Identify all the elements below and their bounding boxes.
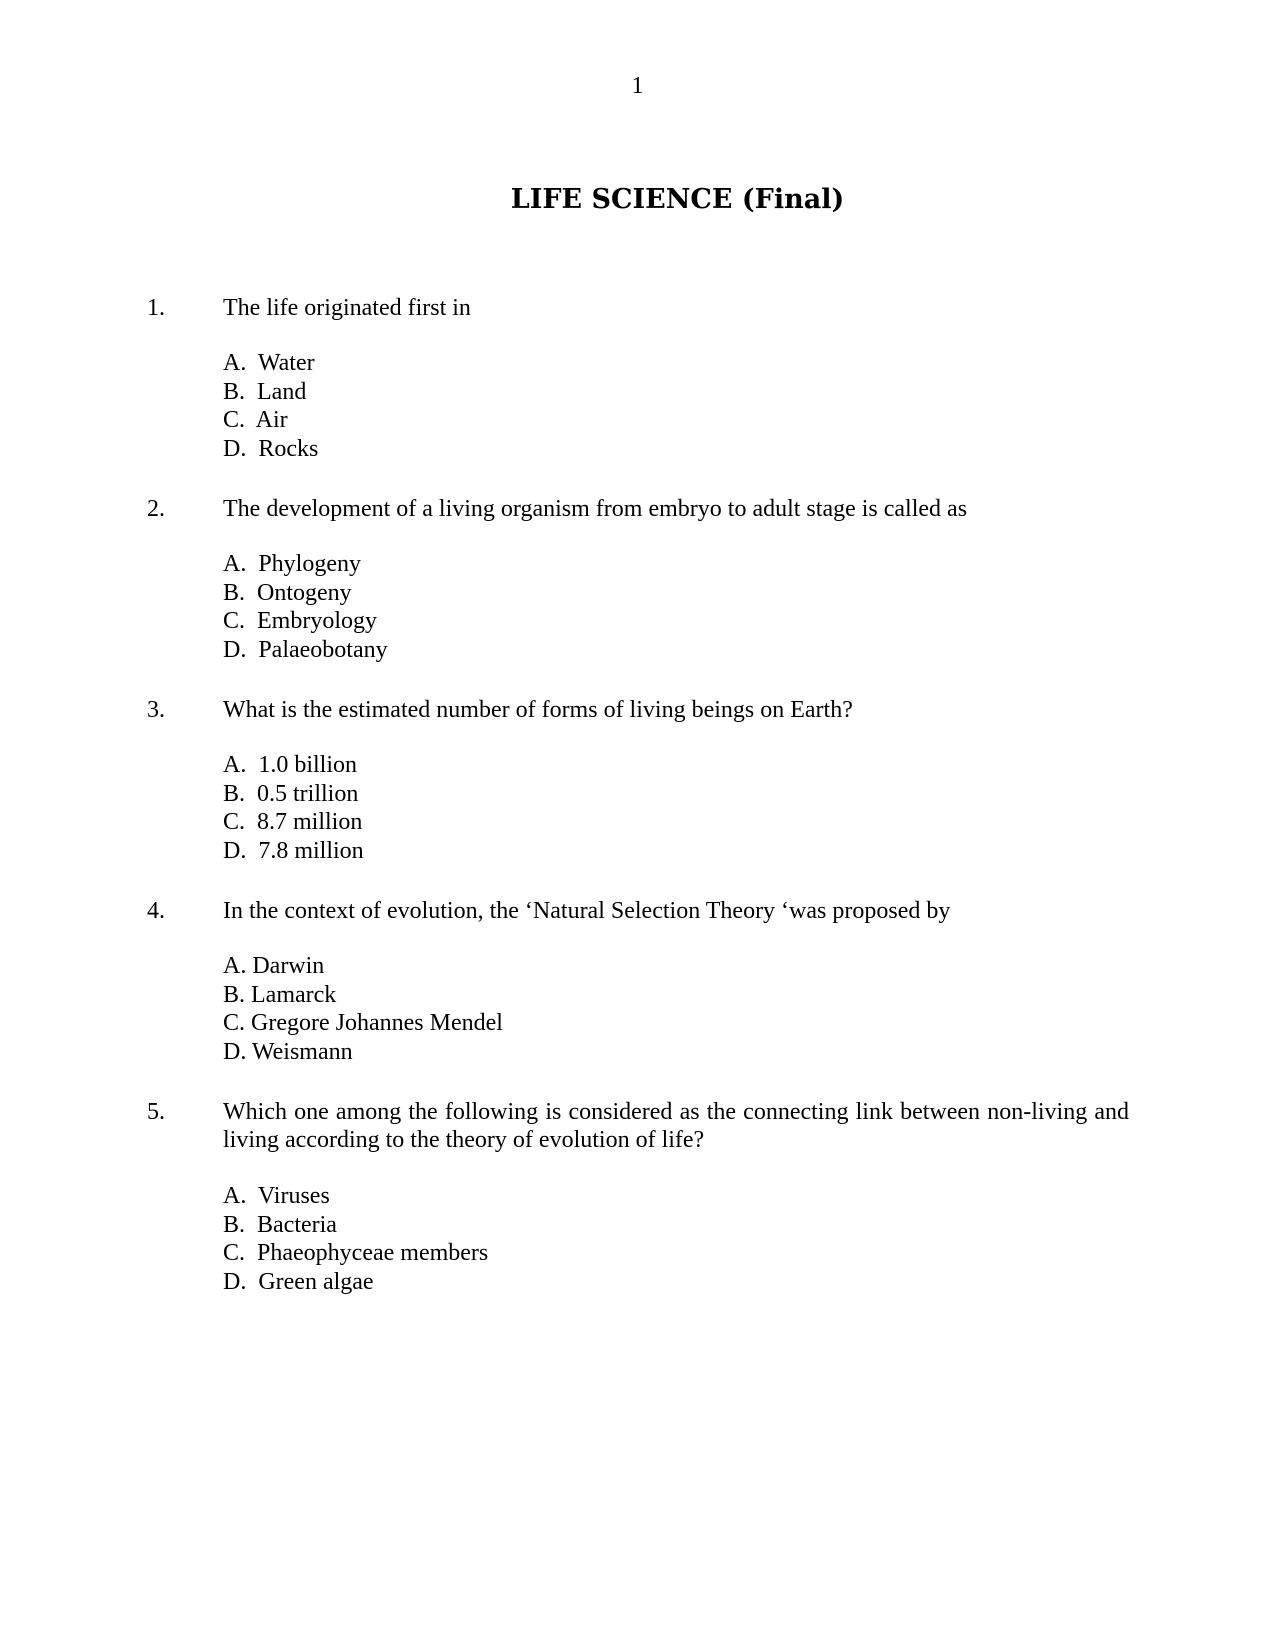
option-b: B. 0.5 trillion bbox=[223, 780, 359, 807]
answer-options bbox=[223, 1182, 488, 1296]
option-c: C. Gregore Johannes Mendel bbox=[223, 1010, 503, 1037]
option-d: D. Weismann bbox=[223, 1038, 353, 1065]
option-d: D. Green algae bbox=[223, 1268, 374, 1295]
answer-options bbox=[223, 751, 364, 865]
question-text: The development of a living organism from embryo to adult stage is called as bbox=[223, 496, 968, 522]
option-b: B. Ontogeny bbox=[223, 579, 352, 606]
question-text: In the context of evolution, the ‘Natural Selection Theory ‘was proposed by bbox=[223, 898, 951, 924]
option-c: C. Air bbox=[223, 407, 288, 434]
answer-options bbox=[223, 550, 388, 664]
option-a: A. Darwin bbox=[223, 953, 325, 979]
option-b: B. Land bbox=[223, 378, 307, 405]
option-d: D. Palaeobotany bbox=[223, 636, 388, 663]
answer-options bbox=[223, 952, 503, 1066]
option-c: C. 8.7 million bbox=[223, 809, 363, 836]
option-c: C. Phaeophyceae members bbox=[223, 1240, 489, 1267]
option-a: A. Viruses bbox=[223, 1183, 330, 1209]
option-d: D. 7.8 million bbox=[223, 837, 364, 864]
question-text: Which one among the following is considered as the connecting link between non-living and living according to the theory of evolution of life? bbox=[223, 1099, 1129, 1153]
question-number: 1. bbox=[147, 295, 165, 321]
option-c: C. Embryology bbox=[223, 608, 377, 635]
question-text: What is the estimated number of forms of living beings on Earth? bbox=[223, 697, 853, 723]
question-text: The life originated first in bbox=[223, 295, 471, 321]
option-a: A. Phylogeny bbox=[223, 551, 361, 577]
question-number: 3. bbox=[147, 697, 165, 723]
page-number: 1 bbox=[631, 73, 644, 99]
question-number: 2. bbox=[147, 496, 165, 522]
option-d: D. Rocks bbox=[223, 435, 319, 462]
option-a: A. 1.0 billion bbox=[223, 752, 358, 778]
question-number: 4. bbox=[147, 898, 165, 924]
option-a: A. Water bbox=[223, 350, 315, 376]
answer-options bbox=[223, 349, 318, 463]
option-b: B. Bacteria bbox=[223, 1211, 337, 1238]
option-b: B. Lamarck bbox=[223, 981, 337, 1008]
page-title: LIFE SCIENCE (Final) bbox=[510, 184, 845, 215]
question-number: 5. bbox=[147, 1099, 165, 1125]
